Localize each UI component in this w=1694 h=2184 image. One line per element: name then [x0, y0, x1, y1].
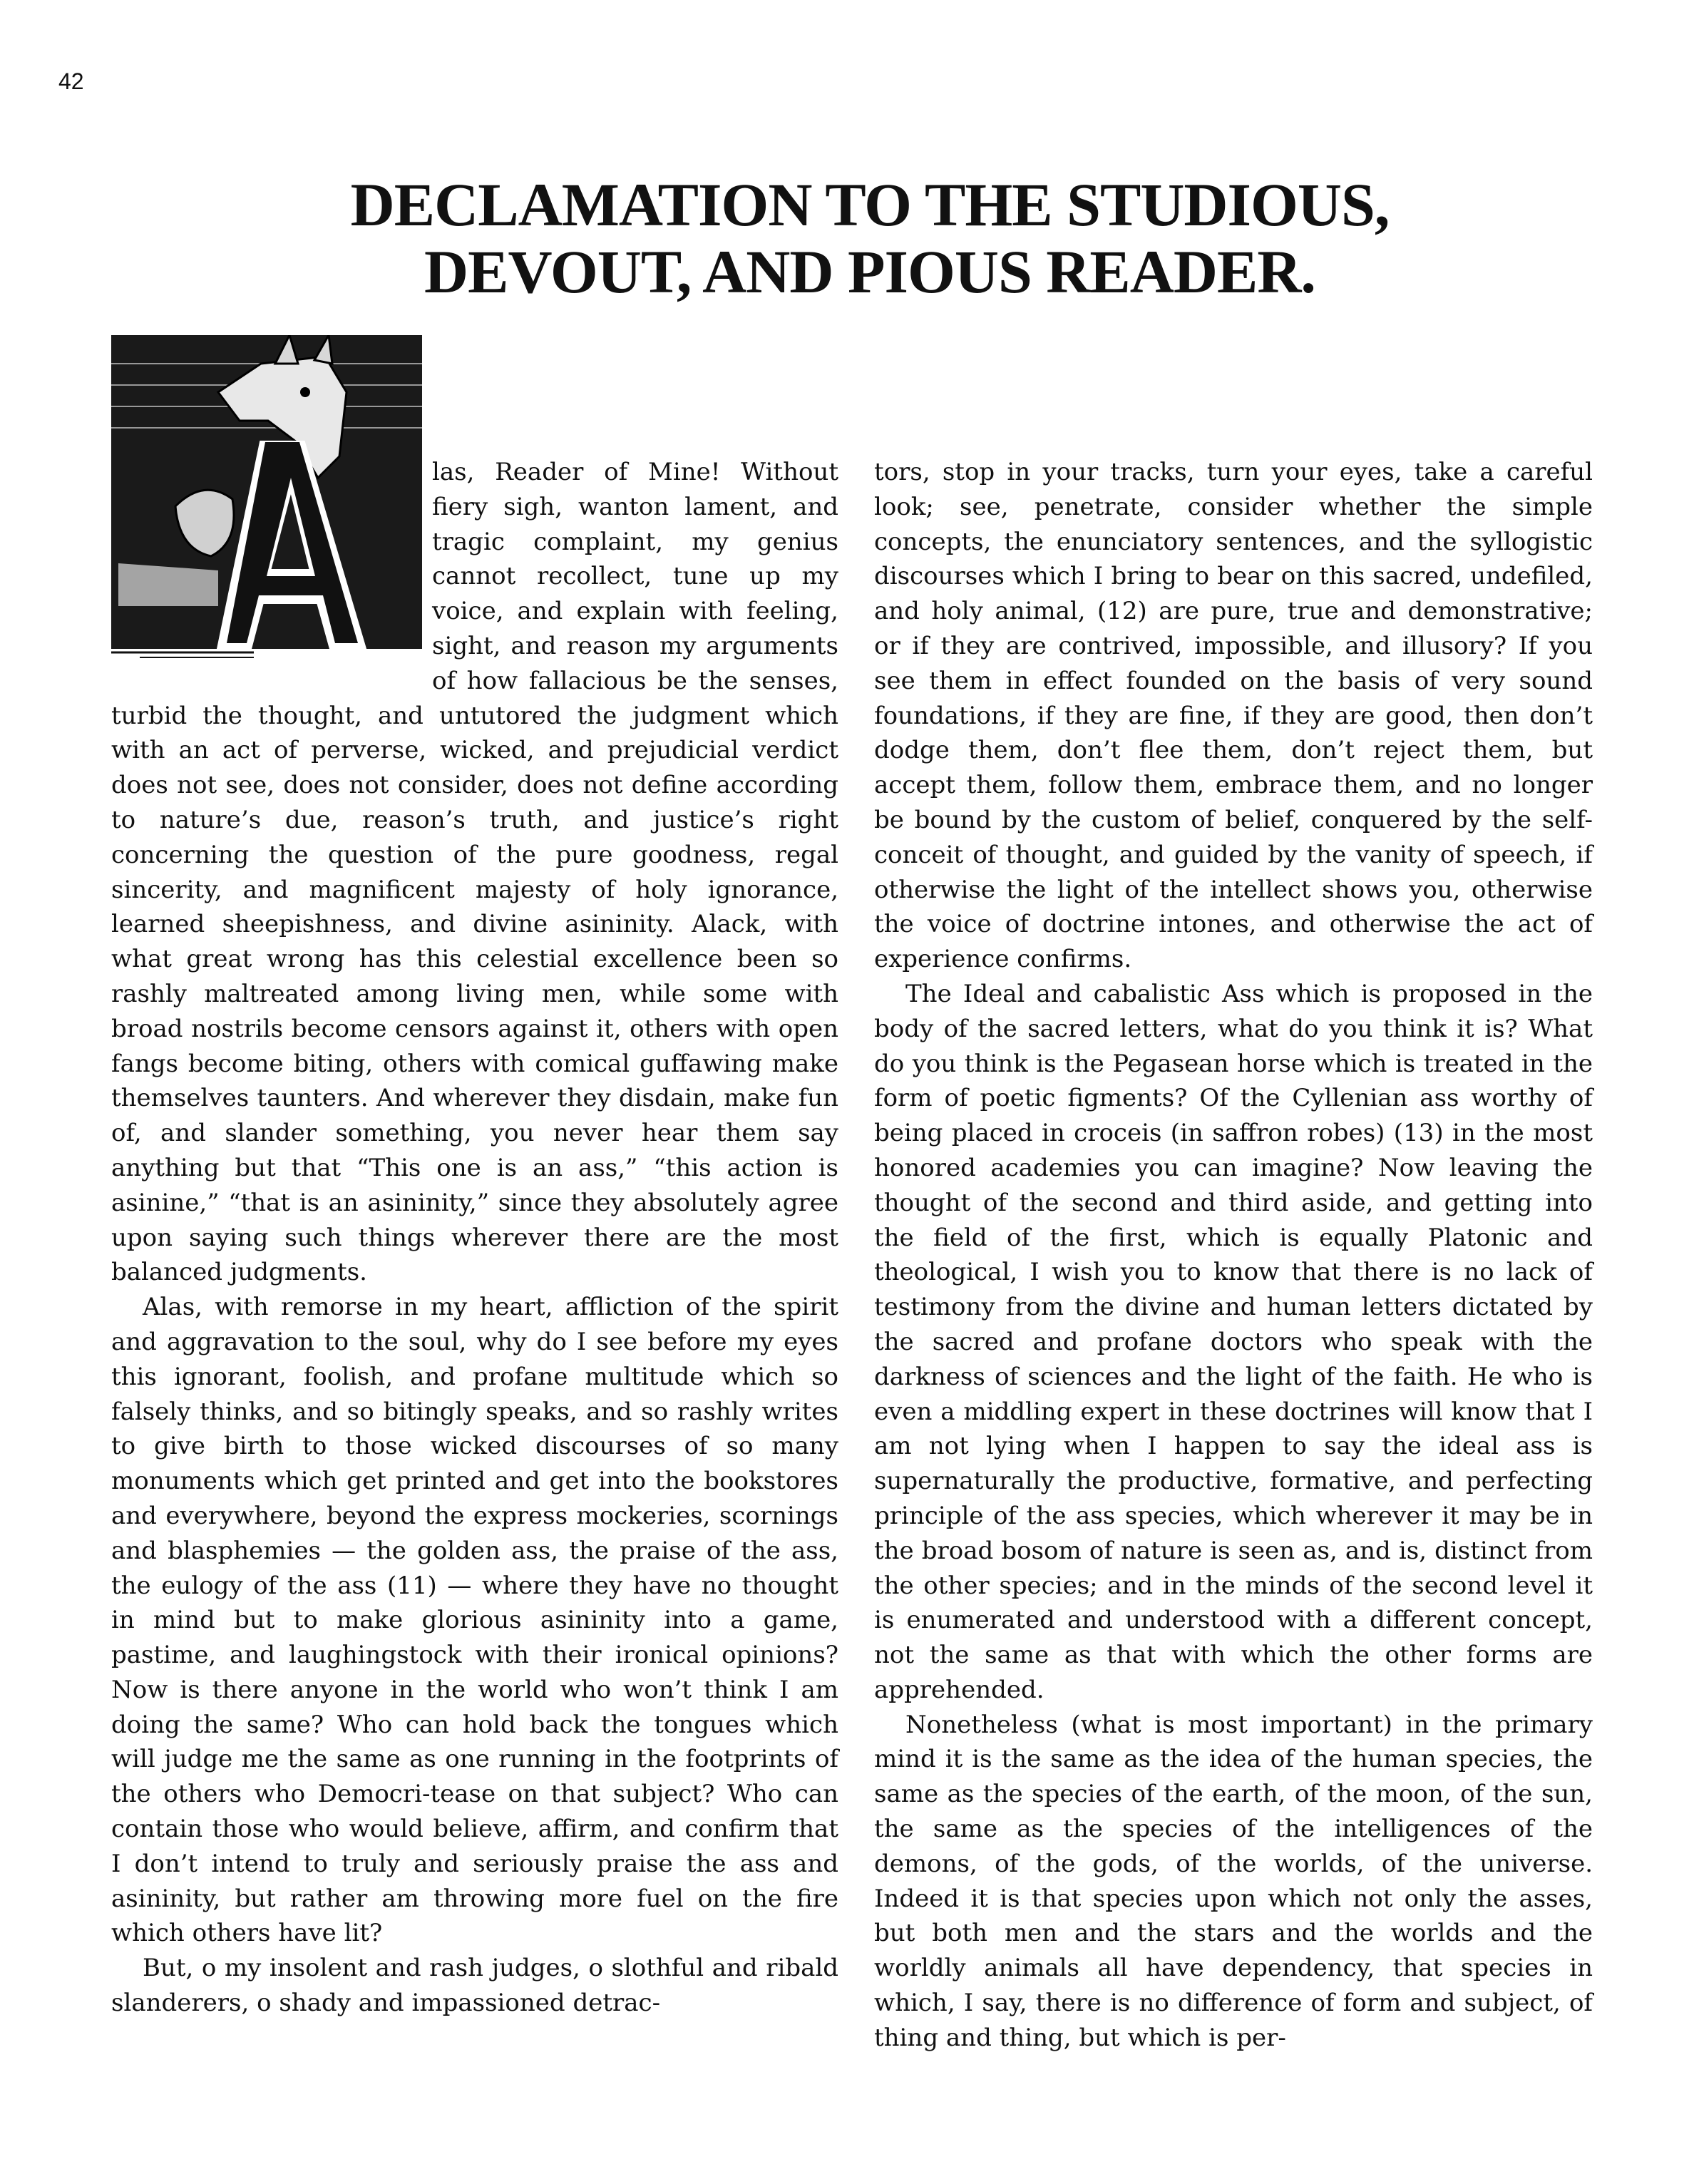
left-paragraph-2: Alas, with remorse in my heart, affliction of the spirit and aggravation to the soul, why do I see before my eyes this ignorant, foolish, and profane multitude which so falsely thinks, and so bitingly speaks, and so rashly writes to give birth to those wicked discourses of so many monuments which get printed and get into the bookstores and everywhere, beyond the express mockeries, scornings and blasphemies — the golden ass, the praise of the ass, the eulogy of the ass (11) — where they have no thought in mind but to make glorious asininity into a game, pastime, and laughingstock with their ironical opinions? Now is there anyone in the world who won’t think I am doing the same? Who can hold back the tongues which will judge me the same as one running in the footprints of the others who Democri-tease on that subject? Who can contain those who would believe, affirm, and confirm that I don’t intend to truly and seriously praise the ass and asininity, but rather am throwing more fuel on the fire which others have lit?	[111, 1293, 838, 1948]
left-column	[111, 455, 838, 2021]
left-paragraph-3: But, o my insolent and rash judges, o slothful and ribald slanderers, o shady and impassioned detrac-	[111, 1954, 838, 2018]
right-paragraph-3: Nonetheless (what is most important) in the primary mind it is the same as the idea of the human species, the same as the species of the earth, of the moon, of the sun, the same as the species of the intelligences of the demons, of the gods, of the worlds, of the universe. Indeed it is that species upon which not only the asses, but both men and the stars and the worlds and the worldly animals all have dependency, that species in which, I say, there is no difference of form and subject, of thing and thing, but which is per-	[874, 1710, 1593, 2052]
right-paragraph-1: tors, stop in your tracks, turn your eyes, take a careful look; see, penetrate, consider whether the simple concepts, the enunciatory sentences, and the syllogistic discourses which I bring to bear on this sacred, undefiled, and holy animal, (12) are pure, true and demonstrative; or if they are contrived, impossible, and illusory? If you see them in effect founded on the basis of very sound foundations, if they are fine, if they are good, then don’t dodge them, don’t flee them, don’t reject them, but accept them, follow them, embrace them, and no longer be bound by the custom of belief, conquered by the self-conceit of thought, and guided by the vanity of speech, if otherwise the light of the intellect shows you, otherwise the voice of doctrine intones, and otherwise the act of experience confirms.	[874, 458, 1593, 974]
drop-cap-woodcut	[111, 335, 422, 663]
right-column	[874, 455, 1593, 2056]
page-title	[200, 171, 1540, 305]
right-paragraph-2: The Ideal and cabalistic Ass which is proposed in the body of the sacred letters, what do you think it is? What do you think is the Pegasean horse which is treated in the form of poetic figments? Of the Cyllenian ass worthy of being placed in croceis (in saffron robes) (13) in the most honored academies you can imagine? Now leaving the thought of the second and third aside, and getting into the field of the first, which is equally Platonic and theological, I wish you to know that there is no lack of testimony from the divine and human letters dictated by the sacred and profane doctors who speak with the darkness of sciences and the light of the faith. He who is even a middling expert in these doctrines will know that I am not lying when I happen to say the ideal ass is supernaturally the productive, formative, and perfecting principle of the ass species, which wherever it may be in the broad bosom of nature is seen as, and is, distinct from the other species; and in the minds of the second level it is enumerated and understood with a different concept, not the same as that with which the other forms are apprehended.	[874, 979, 1593, 1704]
page-number: 42	[58, 68, 84, 94]
title-line-2: DEVOUT, AND PIOUS READER.	[424, 237, 1315, 306]
title-line-1: DECLAMATION TO THE STUDIOUS,	[350, 170, 1390, 239]
left-paragraph-1: las, Reader of Mine! Without fiery sigh, wanton lament, and tragic complaint, my genius cannot recollect, tune up my voice, and explain with feeling, sight, and reason my arguments of how fallacious be the senses, turbid the thought, and untutored the judgment which with an act of perverse, wicked, and prejudicial verdict does not see, does not consider, does not define according to nature’s due, reason’s truth, and justice’s right concerning the question of the pure goodness, regal sincerity, and magnificent majesty of holy ignorance, learned sheepishness, and divine asininity. Alack, with what great wrong has this celestial excellence been so rashly maltreated among living men, while some with broad nostrils become censors against it, others with open fangs become biting, others with comical guffawing make themselves taunters. And wherever they disdain, make fun of, and slander something, you never hear them say anything but that “This one is an ass,” “this action is asinine,” “that is an asininity,” since they absolutely agree upon saying such things wherever there are the most balanced judgments.	[111, 455, 838, 1290]
donkey-woodcut-icon	[111, 335, 422, 663]
